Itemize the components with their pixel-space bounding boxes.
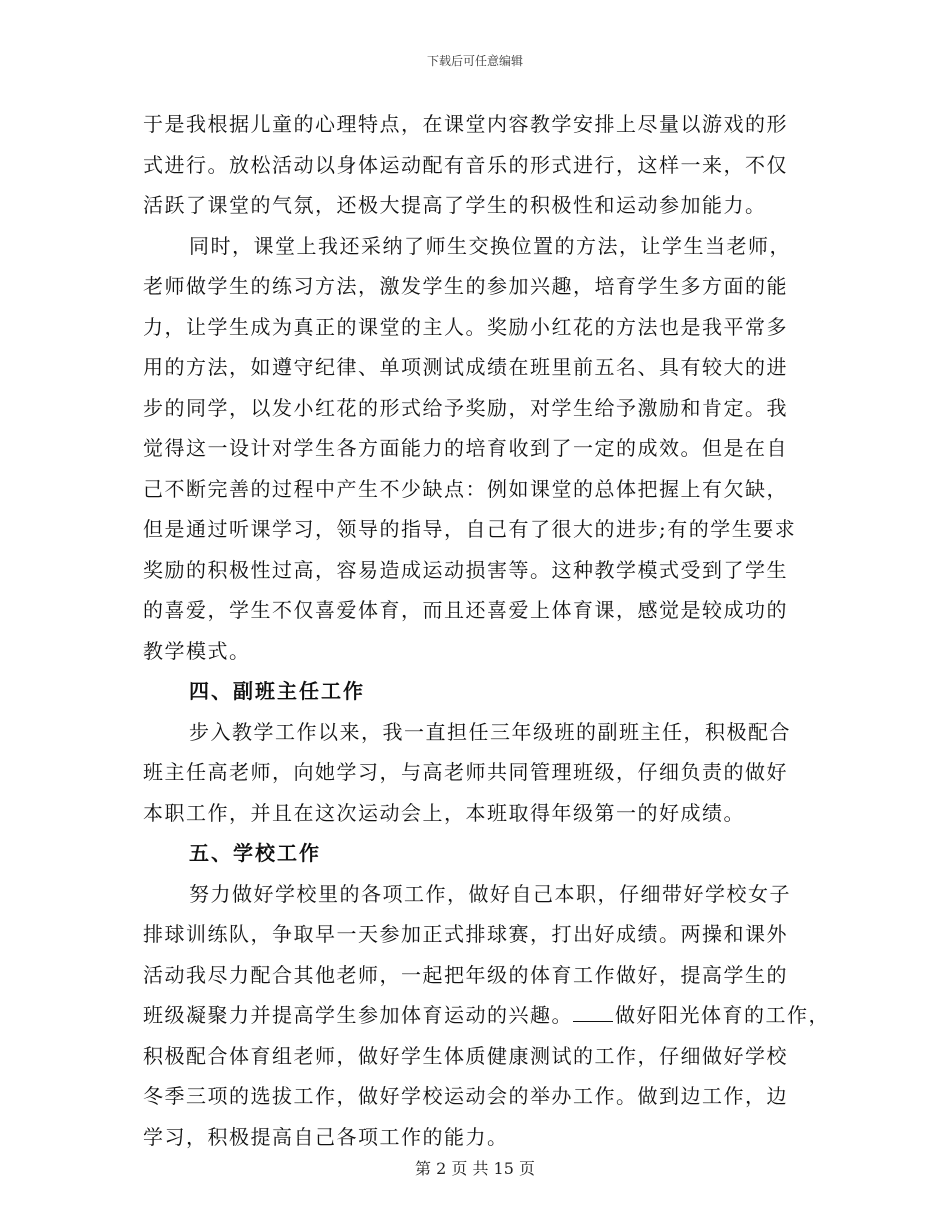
text-line: 积极配合体育组老师，做好学生体质健康测试的工作，仔细做好学校 <box>143 1043 788 1068</box>
text-line: 排球训练队，争取早一天参加正式排球赛，打出好成绩。两操和课外 <box>143 922 788 946</box>
text-segment: 班级凝聚力并提高学生参加体育运动的兴趣。 <box>143 1003 573 1027</box>
text-line: 活跃了课堂的气氛，还极大提高了学生的积极性和运动参加能力。 <box>143 193 767 217</box>
text-line: 步入教学工作以来，我一直担任三年级班的副班主任，积极配合 <box>189 719 791 744</box>
text-line: 的喜爱，学生不仅喜爱体育，而且还喜爱上体育课，感觉是较成功的 <box>143 598 788 622</box>
text-line: 步的同学，以发小红花的形式给予奖励，对学生给予激励和肯定。我 <box>143 395 788 420</box>
text-line: 力，让学生成为真正的课堂的主人。奖励小红花的方法也是我平常多 <box>143 314 788 339</box>
text-segment: 做好阳光体育的工作， <box>615 1003 830 1027</box>
section-heading-5: 五、学校工作 <box>189 841 321 865</box>
section-heading-4: 四、副班主任工作 <box>189 679 365 703</box>
text-line: 式进行。放松活动以身体运动配有音乐的形式进行，这样一来，不仅 <box>143 152 788 177</box>
text-line: 奖励的积极性过高，容易造成运动损害等。这种教学模式受到了学生 <box>143 557 788 582</box>
text-line: 教学模式。 <box>143 638 251 663</box>
text-line: 同时，课堂上我还采纳了师生交换位置的方法，让学生当老师， <box>189 233 791 258</box>
document-body <box>143 104 830 1157</box>
text-line: 班主任高老师，向她学习，与高老师共同管理班级，仔细负责的做好 <box>143 760 788 784</box>
text-line: 老师做学生的练习方法，激发学生的参加兴趣，培育学生多方面的能 <box>143 274 788 298</box>
text-line: 觉得这一设计对学生各方面能力的培育收到了一定的成效。但是在自 <box>143 436 788 460</box>
text-line: 学习，积极提高自己各项工作的能力。 <box>143 1124 509 1149</box>
page-footer: 第 2 页 共 15 页 <box>415 1159 535 1178</box>
text-line: 冬季三项的选拔工作，做好学校运动会的举办工作。做到边工作，边 <box>143 1084 788 1108</box>
page-header: 下载后可任意编辑 <box>426 54 523 68</box>
text-line: 于是我根据儿童的心理特点，在课堂内容教学安排上尽量以游戏的形 <box>143 112 788 136</box>
text-line: 用的方法，如遵守纪律、单项测试成绩在班里前五名、具有较大的进 <box>143 355 788 379</box>
text-line: 本职工作，并且在这次运动会上，本班取得年级第一的好成绩。 <box>143 800 745 825</box>
text-line: 活动我尽力配合其他老师，一起把年级的体育工作做好，提高学生的 <box>143 962 788 987</box>
text-line <box>143 995 830 1036</box>
blank-underline <box>573 997 613 1022</box>
text-line: 但是通过听课学习，领导的指导，自己有了很大的进步;有的学生要求 <box>143 517 797 541</box>
text-line: 己不断完善的过程中产生不少缺点：例如课堂的总体把握上有欠缺， <box>143 476 788 501</box>
text-line: 努力做好学校里的各项工作，做好自己本职，仔细带好学校女子 <box>189 881 791 906</box>
